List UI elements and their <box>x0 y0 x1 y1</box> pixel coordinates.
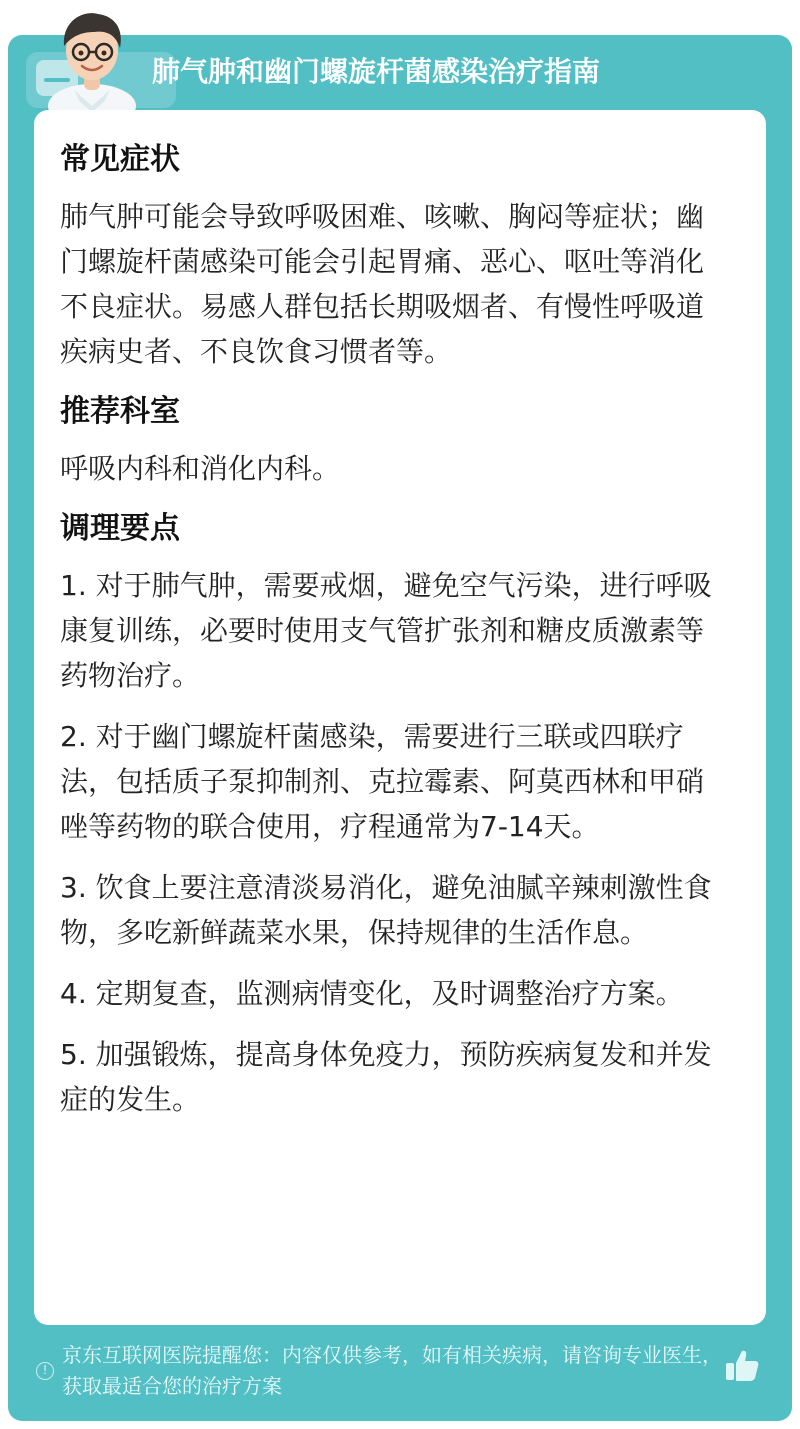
section-care-points <box>60 507 730 1122</box>
list-item: 5. 加强锻炼，提高身体免疫力，预防疾病复发和并发症的发生。 <box>60 1038 712 1116</box>
section-heading: 推荐科室 <box>60 394 180 429</box>
footer-notice: 京东互联网医院提醒您：内容仅供参考，如有相关疾病，请咨询专业医生，获取最适合您的治疗方案 <box>62 1343 722 1398</box>
list-item: 3. 饮食上要注意清淡易消化，避免油腻辛辣刺激性食物，多吃新鲜蔬菜水果，保持规律的生活作息。 <box>60 871 712 949</box>
thumbs-up-icon[interactable] <box>724 1348 760 1384</box>
page-title: 肺气肿和幽门螺旋杆菌感染治疗指南 <box>152 55 601 88</box>
list-item: 4. 定期复查，监测病情变化，及时调整治疗方案。 <box>60 977 684 1010</box>
section-heading: 常见症状 <box>60 142 180 177</box>
list-item: 2. 对于幽门螺旋杆菌感染，需要进行三联或四联疗法，包括质子泵抑制剂、克拉霉素、阿莫西林和甲硝唑等药物的联合使用，疗程通常为7-14天。 <box>60 720 705 843</box>
list-item: 1. 对于肺气肿，需要戒烟，避免空气污染，进行呼吸康复训练，必要时使用支气管扩张剂和糖皮质激素等药物治疗。 <box>60 569 712 692</box>
section-paragraph: 肺气肿可能会导致呼吸困难、咳嗽、胸闷等症状；幽门螺旋杆菌感染可能会引起胃痛、恶心、呕吐等消化不良症状。易感人群包括长期吸烟者、有慢性呼吸道疾病史者、不良饮食习惯者等。 <box>60 200 705 368</box>
section-symptoms <box>60 138 730 374</box>
section-paragraph: 呼吸内科和消化内科。 <box>60 452 341 485</box>
section-heading: 调理要点 <box>60 511 180 546</box>
content-body <box>60 124 730 1138</box>
doctor-avatar-icon <box>44 6 140 112</box>
info-icon: ! <box>36 1362 54 1380</box>
section-department <box>60 390 730 491</box>
